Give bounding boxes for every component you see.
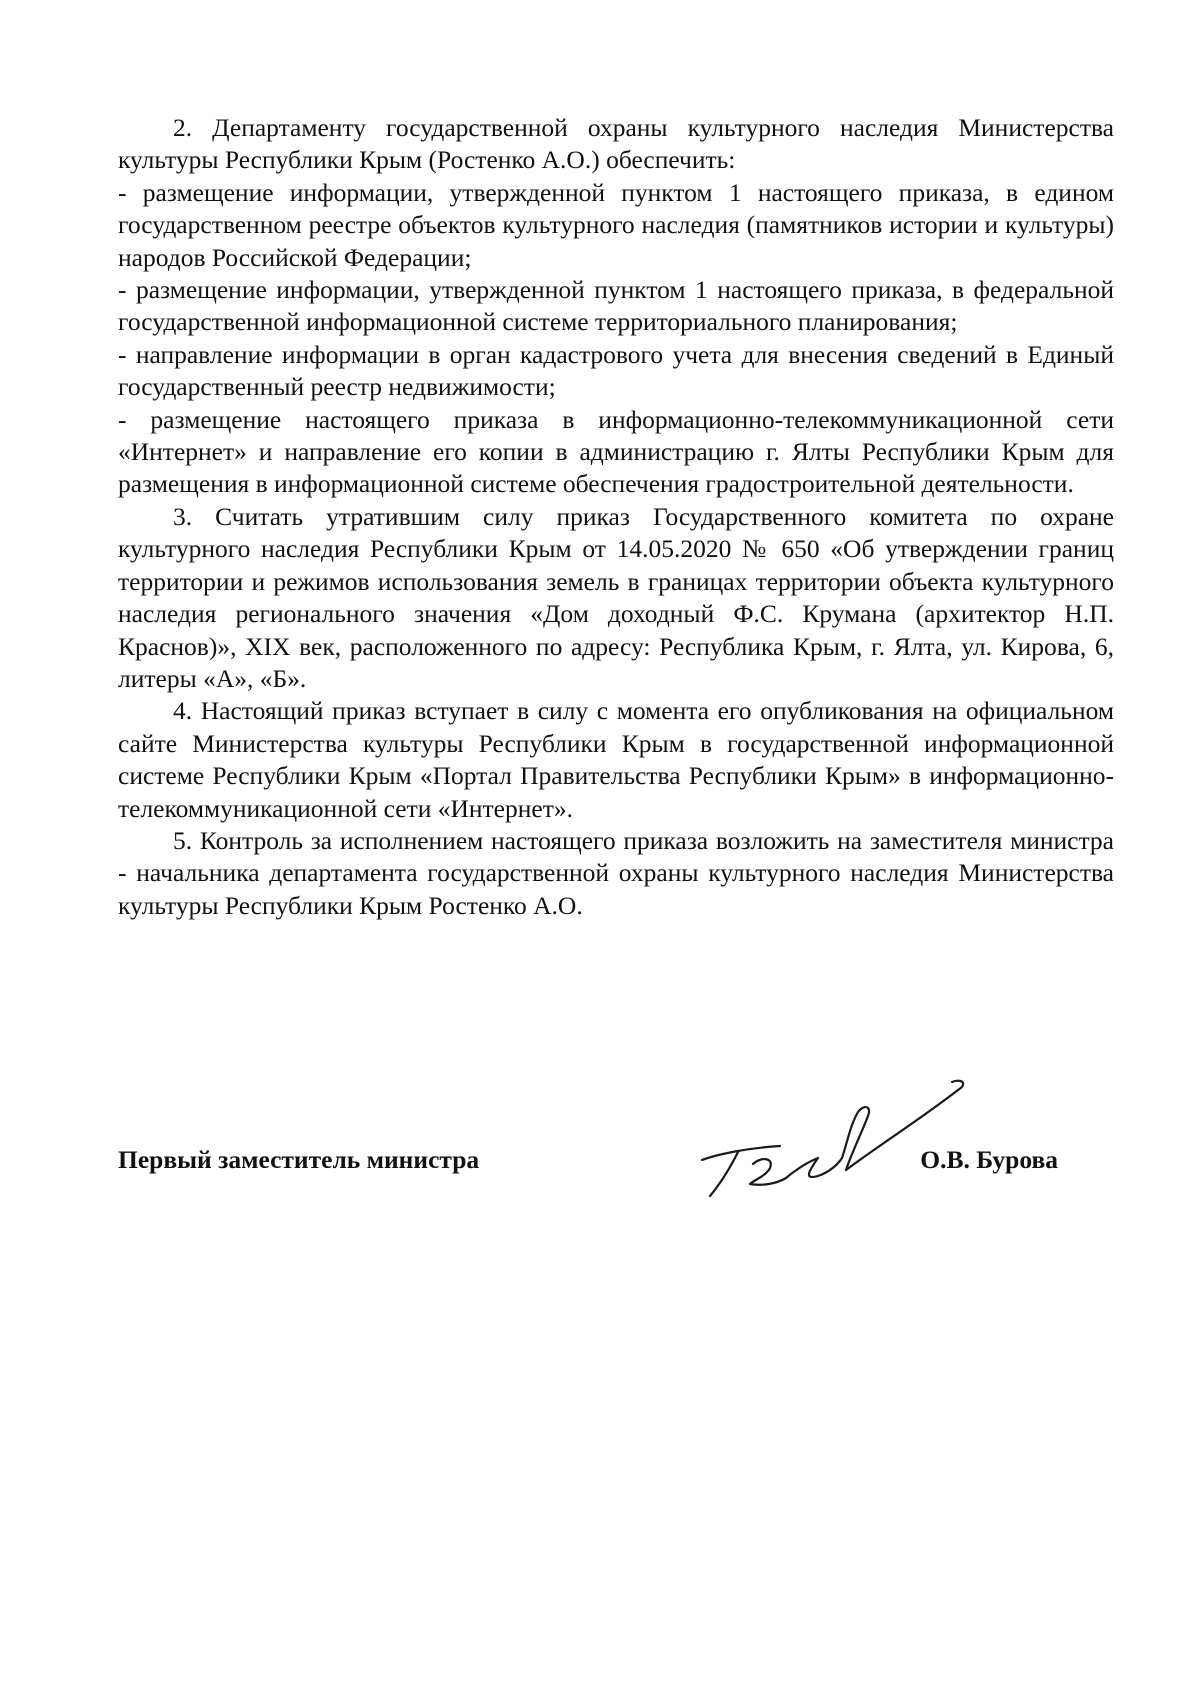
signatory-title: Первый заместитель министра [118,1145,480,1174]
bullet-cadastral: - направление информации в орган кадастрового учета для внесения сведений в Единый государственный реестр недвижимости; [118,339,1114,402]
paragraph-3: 3. Считать утратившим силу приказ Государственного комитета по охране культурного наследия Республики Крым от 14.05.2020 № 650 «Об утверждении границ территории и режимов использования земель в границах территории объекта культурного наследия регионального значения «Дом доходный Ф.С. Крумана (архитектор Н.П. Краснов)», XIX век, расположенного по адресу: Республика Крым, г. Ялта, ул. Кирова, 6, литеры «А», «Б». [118,501,1114,693]
paragraph-2: 2. Департаменту государственной охраны культурного наследия Министерства культуры Республики Крым (Ростенко А.О.) обеспечить: [118,113,1114,175]
handwritten-signature [658,1060,988,1200]
bullet-registry: - размещение информации, утвержденной пунктом 1 настоящего приказа, в едином государственном реестре объектов культурного наследия (памятников истории и культуры) народов Российской Федерации; [118,177,1114,272]
document-body [118,112,1114,922]
paragraph-4: 4. Настоящий приказ вступает в силу с момента его опубликования на официальном сайте Министерства культуры Республики Крым в государственной информационной системе Республики Крым «Портал Правительства Республики Крым» в информационно-телекоммуникационной сети «Интернет». [118,696,1114,823]
bullet-planning-system: - размещение информации, утвержденной пунктом 1 настоящего приказа, в федеральной государственной информационной системе территориального планирования; [118,275,1114,337]
bullet-internet: - размещение настоящего приказа в информационно-телекоммуникационной сети «Интернет» и направление его копии в администрацию г. Ялты Республики Крым для размещения в информационной системе обеспечения градостроительной деятельности. [118,404,1114,499]
signature-block [118,1060,1058,1174]
signatory-name: О.В. Бурова [920,1145,1058,1174]
paragraph-5: 5. Контроль за исполнением настоящего приказа возложить на заместителя министра - начальника департамента государственной охраны культурного наследия Министерства культуры Республики Крым Ростенко А.О. [118,825,1114,920]
